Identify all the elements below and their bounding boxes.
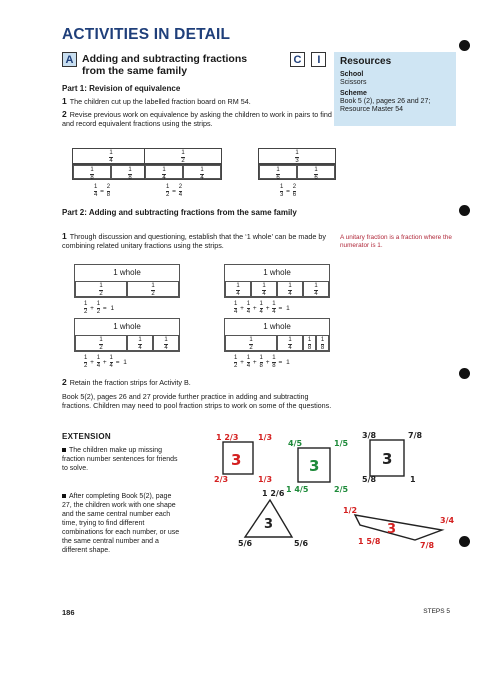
strip-cell: $\frac{1}{4}$	[303, 281, 329, 297]
strip-cell: $\frac{1}{2}$	[225, 335, 277, 351]
square1-centre: 3	[231, 451, 242, 469]
equivalence-sentence: $\frac{1}{3}$ = $\frac{2}{6}$	[280, 184, 297, 198]
square2-corner: 2/5	[334, 485, 349, 494]
resources-panel	[334, 52, 456, 126]
extension-bullet-2: After completing Book 5(2), page 27, the children work with one shape and the same central number each time, trying to find different combinations for each number, or use the same central number and a different shape.	[62, 493, 180, 554]
square-2-outline	[298, 448, 330, 482]
square1-corner: 1/3	[258, 475, 273, 484]
square-1-outline	[223, 442, 253, 474]
unitary-fraction-note: A unitary fraction is a fraction where the numerator is 1.	[340, 234, 452, 249]
strip-cell: $\frac{1}{4}$	[251, 281, 277, 297]
triangle-corner: 5/6	[294, 539, 309, 548]
part1-heading: Part 1: Revision of equivalence	[62, 84, 181, 93]
scheme-heading: Scheme	[340, 90, 367, 97]
resources-heading: Resources	[340, 56, 392, 67]
strip-cell: $\frac{1}{4}$	[153, 335, 179, 351]
square2-centre: 3	[309, 457, 320, 475]
sum-sentence: $\frac{1}{2}$ + $\frac{1}{4}$ + $\frac{1}{8}$ + $\frac{1}{8}$ = 1	[234, 355, 290, 369]
punch-hole	[459, 40, 470, 51]
square2-corner: 1/5	[334, 439, 349, 448]
parallelogram-corner: 1/2	[343, 506, 358, 515]
strip-cell: $\frac{1}{2}$	[75, 335, 127, 351]
book-reference: Book 5(2), pages 26 and 27 provide further practice in adding and subtracting fractions. Children may need to pool fraction strips to work on some of the questions.	[62, 392, 332, 410]
parallelogram-corner: 3/4	[440, 516, 455, 525]
whole-strip	[74, 264, 180, 298]
fraction-strip	[72, 148, 150, 164]
extension-bullet-1: The children make up missing fraction number sentences for friends to solve.	[62, 447, 178, 472]
square3-corner: 1	[410, 475, 416, 484]
bullet-square-icon	[62, 448, 66, 452]
strip-cell: $\frac{1}{4}$	[109, 150, 113, 164]
part2-heading: Part 2: Adding and subtracting fractions from the same family	[62, 208, 297, 217]
page-number: 186	[62, 608, 75, 617]
extension-heading: EXTENSION	[62, 432, 111, 441]
strip-cell: $\frac{1}{4}$	[183, 165, 221, 179]
section-header	[62, 52, 332, 77]
square1-corner: 1/3	[258, 433, 273, 442]
whole-label: 1 whole	[113, 322, 141, 331]
whole-label: 1 whole	[263, 322, 291, 331]
square1-corner: 1 2/3	[216, 433, 239, 442]
sum-sentence: $\frac{1}{4}$ + $\frac{1}{4}$ + $\frac{1}{4}$ + $\frac{1}{4}$ = 1	[234, 301, 290, 315]
strip-cell: $\frac{1}{4}$	[225, 281, 251, 297]
square2-corner: 1 4/5	[286, 485, 309, 494]
punch-hole	[459, 368, 470, 379]
strip-cell: $\frac{1}{2}$	[181, 150, 185, 164]
strip-cell: $\frac{1}{8}$	[303, 335, 316, 351]
strip-cell: $\frac{1}{4}$	[127, 335, 153, 351]
parallelogram-centre: 3	[387, 522, 397, 537]
page-title: ACTIVITIES IN DETAIL	[62, 26, 231, 43]
badge-c: C	[290, 52, 305, 67]
part1-item1: 1 The children cut up the labelled fraction board on RM 54.	[62, 96, 251, 106]
strip-cell: $\frac{1}{2}$	[75, 281, 127, 297]
equivalence-sentence: $\frac{1}{4}$ = $\frac{2}{8}$	[94, 184, 111, 198]
bullet-square-icon	[62, 494, 66, 498]
strip-cell: $\frac{1}{6}$	[259, 165, 297, 179]
school-heading: School	[340, 71, 364, 78]
triangle-outline	[245, 500, 292, 537]
strip-cell: $\frac{1}{4}$	[277, 335, 303, 351]
fraction-strip	[144, 164, 222, 180]
part1-item2: 2 Revise previous work on equivalence by asking the children to work in pairs to find and record equivalent fractions using the strips.	[62, 109, 332, 128]
school-items: Scissors	[340, 79, 367, 86]
whole-label: 1 whole	[113, 268, 141, 277]
fraction-strip	[72, 164, 150, 180]
square1-corner: 2/3	[214, 475, 229, 484]
strip-cell: $\frac{1}{8}$	[73, 165, 111, 179]
square3-corner: 3/8	[362, 431, 377, 440]
strip-cell: $\frac{1}{2}$	[127, 281, 179, 297]
scheme-items: Book 5 (2), pages 26 and 27; Resource Master 54	[340, 98, 431, 113]
strip-cell: $\frac{1}{8}$	[111, 165, 149, 179]
square3-corner: 7/8	[408, 431, 423, 440]
whole-strip	[74, 318, 180, 352]
section-title: Adding and subtracting fractions from the same family	[82, 53, 248, 77]
series-label: STEPS 5	[423, 608, 450, 615]
triangle-corner: 1 2/6	[262, 489, 285, 498]
parallelogram-corner: 7/8	[420, 541, 435, 550]
fraction-strip	[258, 164, 336, 180]
square-3-outline	[370, 440, 404, 476]
sum-sentence: $\frac{1}{2}$ + $\frac{1}{4}$ + $\frac{1}{4}$ = 1	[84, 355, 127, 369]
sum-sentence: $\frac{1}{2}$ + $\frac{1}{2}$ = 1	[84, 301, 115, 315]
fraction-strip	[144, 148, 222, 164]
badge-i: I	[311, 52, 326, 67]
strip-cell: $\frac{1}{3}$	[295, 150, 299, 164]
fraction-strip	[258, 148, 336, 164]
triangle-centre: 3	[264, 517, 274, 532]
parallelogram-outline	[355, 515, 442, 540]
part2-item2: 2 Retain the fraction strips for Activity B.	[62, 377, 191, 387]
punch-hole	[459, 205, 470, 216]
square2-corner: 4/5	[288, 439, 303, 448]
triangle-corner: 5/6	[238, 539, 253, 548]
part2-item1: 1 Through discussion and questioning, establish that the ‘1 whole’ can be made by combining related unitary fractions using the strips.	[62, 231, 326, 250]
square3-corner: 5/8	[362, 475, 377, 484]
section-badges	[288, 52, 326, 70]
strip-cell: $\frac{1}{4}$	[145, 165, 183, 179]
parallelogram-corner: 1 5/8	[358, 537, 381, 546]
section-letter-badge: A	[62, 52, 77, 67]
strip-cell: $\frac{1}{8}$	[316, 335, 329, 351]
strip-cell: $\frac{1}{4}$	[277, 281, 303, 297]
strip-cell: $\frac{1}{6}$	[297, 165, 335, 179]
equivalence-sentence: $\frac{1}{2}$ = $\frac{2}{4}$	[166, 184, 183, 198]
whole-strip	[224, 318, 330, 352]
whole-strip	[224, 264, 330, 298]
whole-label: 1 whole	[263, 268, 291, 277]
square3-centre: 3	[382, 450, 393, 468]
punch-hole	[459, 536, 470, 547]
